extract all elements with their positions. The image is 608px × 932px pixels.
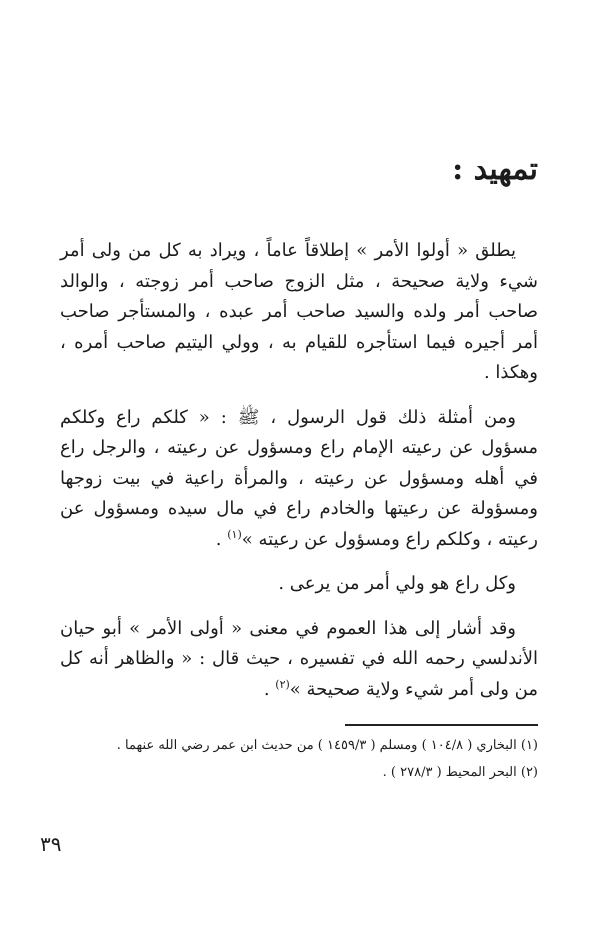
page-number: ٣٩ <box>40 832 62 856</box>
footnotes <box>60 732 538 786</box>
footnote-mark-1: (١) <box>227 527 242 541</box>
footnote-1: (١) البخاري ( ١٠٤/٨ ) ومسلم ( ١٤٥٩/٣ ) من حديث ابن عمر رضي الله عنهما . <box>116 738 538 753</box>
paragraph-4-end: . <box>263 678 276 700</box>
paragraph-1-text: يطلق « أولوا الأمر » إطلاقاً عاماً ، ويراد به كل من ولى أمر شيء ولاية صحيحة ، مثل الزوج صاحب أمر زوجته ، والوالد صاحب أمر ولده والسيد صاحب أمر عبده ، والمستأجر صاحب أمر أجيره فيما استأجره للقيام به ، وولي اليتيم صاحب أمره ، وهكذا . <box>60 240 538 383</box>
paragraph-4-text: وقد أشار إلى هذا العموم في معنى « أولى الأمر » أبو حيان الأندلسي رحمه الله في تفسيره ، حيث قال : « والظاهر أنه كل من ولى أمر شيء ولاية صحيحة » <box>60 617 538 700</box>
footnote-separator <box>345 724 538 726</box>
paragraph-3-text: وكل راع هو ولي أمر من يرعى . <box>278 573 516 594</box>
footnote-2: (٢) البحر المحيط ( ٢٧٨/٣ ) . <box>382 765 538 780</box>
body-text <box>60 236 538 719</box>
paragraph-2-text: ومن أمثلة ذلك قول الرسول ، ﷺ : « كلكم راع وكلكم مسؤول عن رعيته الإمام راع ومسؤول عن رعيته ، والرجل راع في أهله ومسؤول عن رعيته ، والمرأة راعية في بيت زوجها ومسؤولة عن رعيتها والخادم راع في مال سيده ومسؤول عن رعيته ، وكلكم راع ومسؤول عن رعيته » <box>60 406 538 550</box>
paragraph-1 <box>60 236 538 389</box>
paragraph-2 <box>60 403 538 556</box>
paragraph-4 <box>60 614 538 706</box>
section-heading: تمهيد : <box>452 152 538 187</box>
paragraph-3 <box>60 569 538 600</box>
footnote-mark-2: (٢) <box>275 677 290 691</box>
paragraph-2-end: . <box>215 528 228 550</box>
